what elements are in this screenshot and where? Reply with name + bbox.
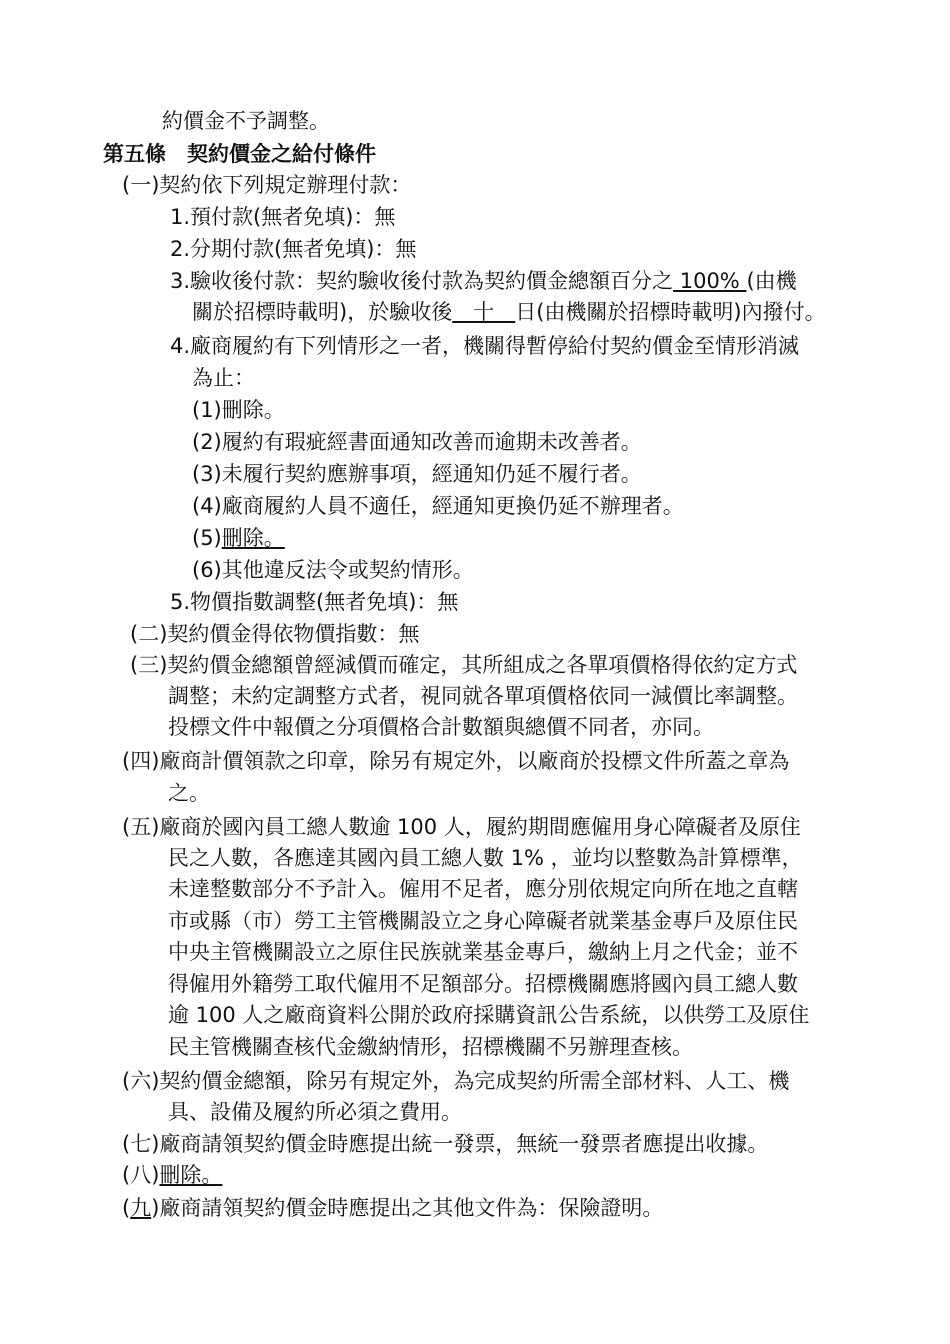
sub-item-5-deleted: 刪除。 bbox=[221, 526, 285, 550]
sub-item-2: (2)履約有瑕疵經書面通知改善而逾期未改善者。 bbox=[192, 430, 642, 454]
clause-8-deleted: 刪除。 bbox=[159, 1163, 223, 1187]
clause-3-line-1: (三)契約價金總額曾經減價而確定，其所組成之各單項價格得依約定方式 bbox=[130, 653, 798, 677]
clause-5-line-8: 民主管機關查核代金繳納情形，招標機關不另辦理查核。 bbox=[168, 1035, 693, 1059]
payment-percent: 100% bbox=[673, 269, 747, 293]
payment-days: 十 bbox=[452, 300, 516, 324]
clause-2: (二)契約價金得依物價指數：無 bbox=[130, 622, 420, 646]
item-2: 2.分期付款(無者免填)：無 bbox=[170, 237, 417, 261]
item-5: 5.物價指數調整(無者免填)：無 bbox=[170, 590, 459, 614]
clause-7: (七)廠商請領契約價金時應提出統一發票，無統一發票者應提出收據。 bbox=[122, 1132, 769, 1156]
clause-5-line-3: 未達整數部分不予計入。僱用不足者，應分別依規定向所在地之直轄 bbox=[168, 877, 798, 901]
item-3-text: 3.驗收後付款：契約驗收後付款為契約價金總額百分之 bbox=[170, 269, 674, 293]
sub-item-1: (1)刪除。 bbox=[192, 398, 285, 422]
clause-9-number: 九 bbox=[130, 1196, 152, 1220]
clause-6-line-2: 具、設備及履約所必須之費用。 bbox=[168, 1100, 462, 1124]
clause-1: (一)契約依下列規定辦理付款： bbox=[122, 173, 412, 197]
article-title: 第五條 契約價金之給付條件 bbox=[103, 141, 376, 166]
item-4-line-2: 為止： bbox=[192, 366, 255, 390]
clause-8 bbox=[122, 1160, 222, 1190]
clause-9-open: ( bbox=[122, 1196, 131, 1220]
item-3-text-2: 關於招標時載明)，於驗收後 bbox=[192, 300, 453, 324]
sub-item-4: (4)廠商履約人員不適任，經通知更換仍延不辦理者。 bbox=[192, 494, 684, 518]
clause-5-line-2: 民之人數，各應達其國內員工總人數 1% ，並均以整數為計算標準， bbox=[168, 846, 803, 870]
continued-line: 約價金不予調整。 bbox=[162, 109, 330, 133]
clause-3-line-3: 投標文件中報價之分項價格合計數額與總價不同者，亦同。 bbox=[168, 715, 714, 739]
item-3-note: (由機 bbox=[746, 269, 797, 293]
clause-3-line-2: 調整；未約定調整方式者，視同就各單項價格依同一減價比率調整。 bbox=[168, 684, 798, 708]
clause-8-number: (八) bbox=[122, 1163, 160, 1187]
sub-item-5-number: (5) bbox=[192, 526, 222, 550]
clause-4-line-2: 之。 bbox=[168, 781, 210, 805]
clause-9-text: )廠商請領契約價金時應提出之其他文件為：保險證明。 bbox=[151, 1196, 664, 1220]
clause-9 bbox=[122, 1193, 663, 1223]
item-3-line-2 bbox=[192, 297, 826, 327]
item-3-line-1 bbox=[170, 266, 797, 296]
clause-5-line-4: 市或縣（市）勞工主管機關設立之身心障礙者就業基金專戶及原住民 bbox=[168, 909, 798, 933]
clause-4-line-1: (四)廠商計價領款之印章，除另有規定外，以廠商於投標文件所蓋之章為 bbox=[122, 749, 790, 773]
item-1: 1.預付款(無者免填)：無 bbox=[170, 205, 396, 229]
clause-5-line-7: 逾 100 人之廠商資料公開於政府採購資訊公告系統，以供勞工及原住 bbox=[168, 1003, 810, 1027]
sub-item-3: (3)未履行契約應辦事項，經通知仍延不履行者。 bbox=[192, 462, 642, 486]
sub-item-5 bbox=[192, 523, 285, 553]
item-3-text-3: 日(由機關於招標時載明)內撥付。 bbox=[515, 300, 826, 324]
clause-5-line-1: (五)廠商於國內員工總人數逾 100 人，履約期間應僱用身心障礙者及原住 bbox=[122, 815, 801, 839]
clause-5-line-5: 中央主管機關設立之原住民族就業基金專戶，繳納上月之代金；並不 bbox=[168, 940, 798, 964]
item-4-line-1: 4.廠商履約有下列情形之一者，機關得暫停給付契約價金至情形消滅 bbox=[170, 334, 800, 358]
sub-item-6: (6)其他違反法令或契約情形。 bbox=[192, 558, 474, 582]
clause-5-line-6: 得僱用外籍勞工取代僱用不足額部分。招標機關應將國內員工總人數 bbox=[168, 972, 798, 996]
clause-6-line-1: (六)契約價金總額，除另有規定外，為完成契約所需全部材料、人工、機 bbox=[122, 1069, 790, 1093]
